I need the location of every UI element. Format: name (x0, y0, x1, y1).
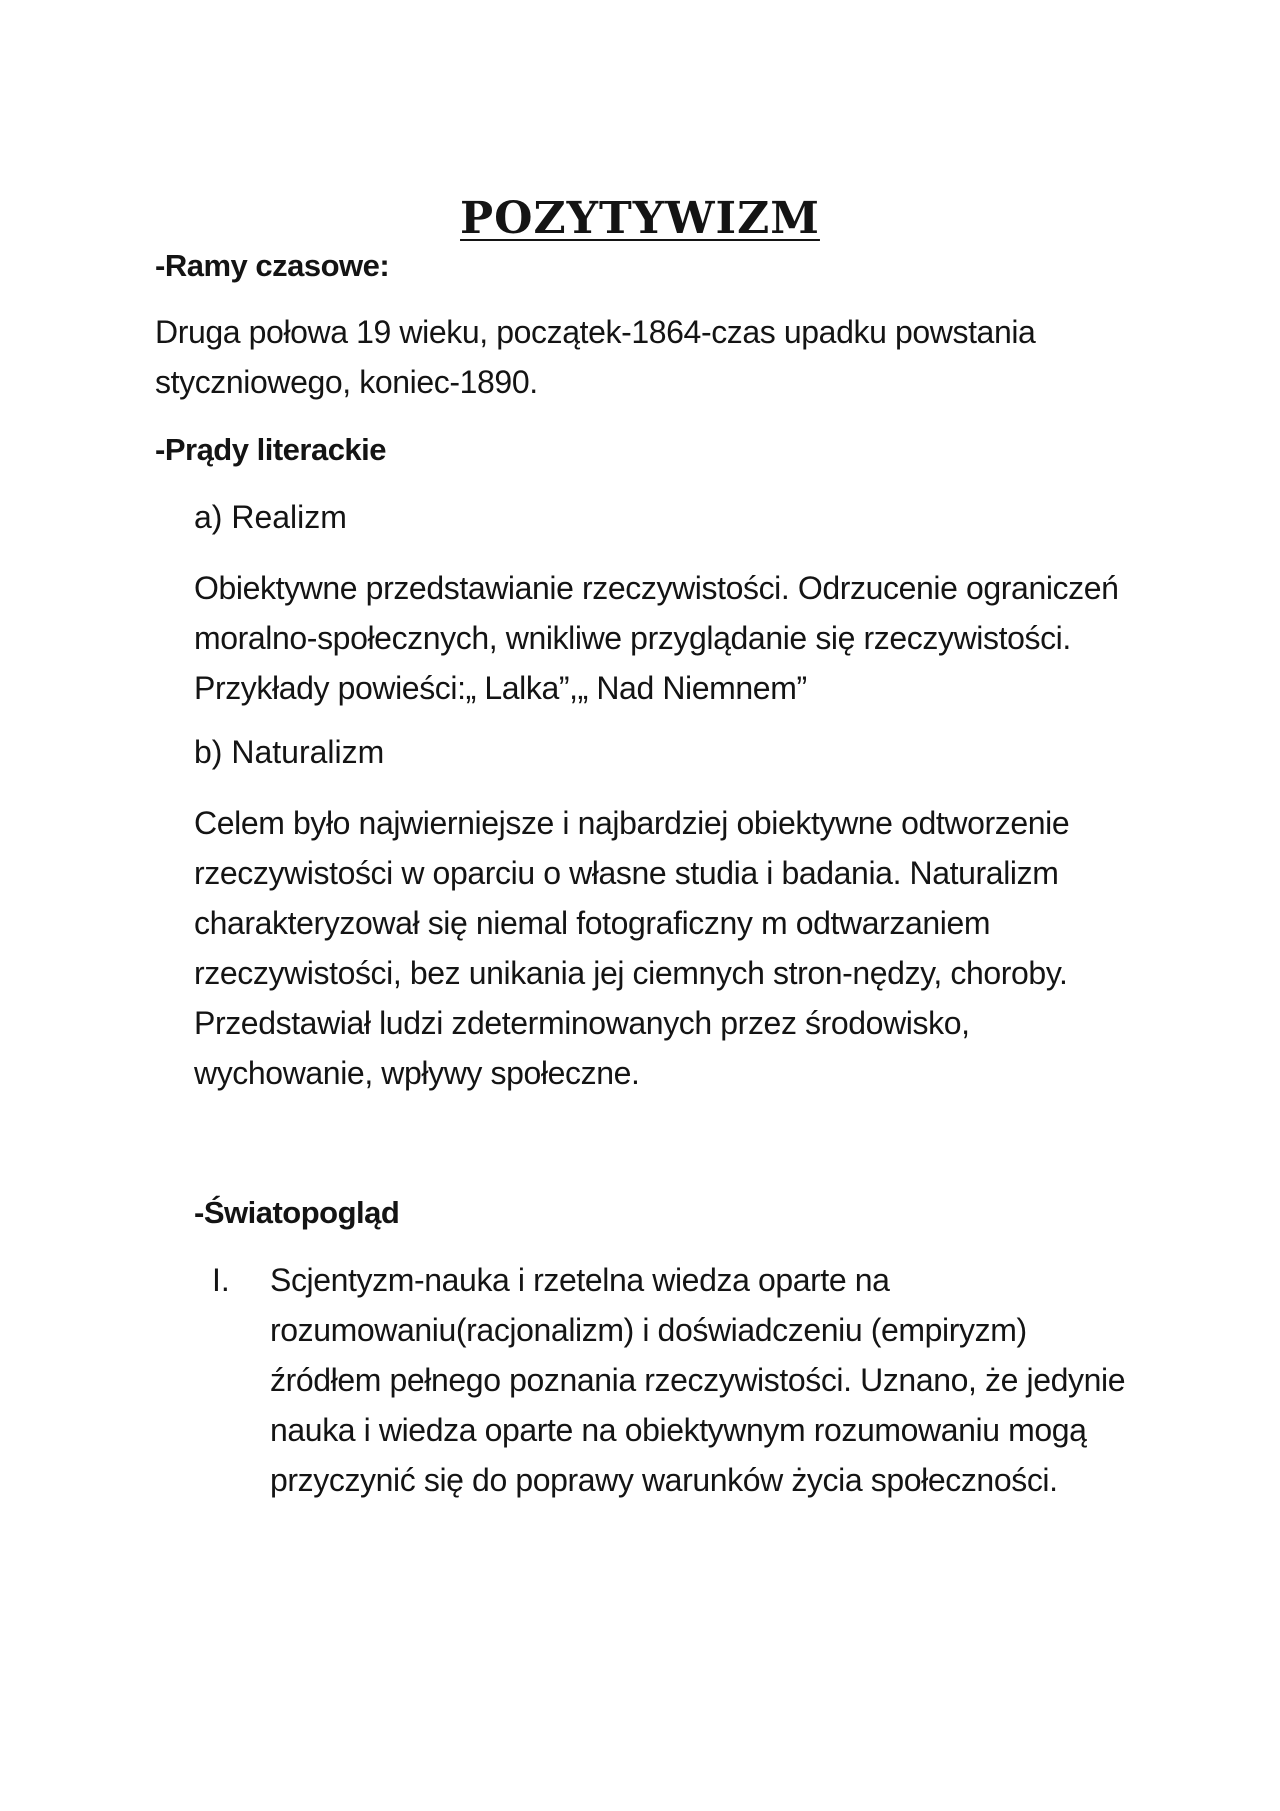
section-heading-swiatopoglad: -Światopogląd (194, 1195, 400, 1230)
subsection-text-realizm: Obiektywne przedstawianie rzeczywistości. Odrzucenie ograniczeń moralno-społecznych, wnikliwe przyglądanie się rzeczywistości. Przykłady powieści:„ Lalka”,„ Nad Niemnem” (194, 570, 1119, 706)
page-title-text: POZYTYWIZM (460, 193, 820, 245)
section-heading-ramy: -Ramy czasowe: (155, 248, 390, 283)
page-title (0, 189, 1280, 249)
subsection-text-naturalizm: Celem było najwierniejsze i najbardziej obiektywne odtworzenie rzeczywistości w oparciu o własne studia i badania. Naturalizm charakteryzował się niemal fotograficzny m odtwarzaniem rzeczywistości, bez unikania jej ciemnych stron-nędzy, choroby. Przedstawiał ludzi zdeterminowanych przez środowisko, wychowanie, wpływy społeczne. (194, 805, 1070, 1091)
subsection-label-realizm: a) Realizm (194, 499, 347, 535)
list-item-scjentyzm: Scjentyzm-nauka i rzetelna wiedza oparte na rozumowaniu(racjonalizm) i doświadczeniu (empiryzm) źródłem pełnego poznania rzeczywistości. Uznano, że jedynie nauka i wiedza oparte na obiektywnym rozumowaniu mogą przyczynić się do poprawy warunków życia społeczności. (270, 1262, 1126, 1498)
subsection-label-naturalizm: b) Naturalizm (194, 734, 385, 770)
list-marker-roman-1: I. (212, 1262, 230, 1298)
section-text-ramy: Druga połowa 19 wieku, początek-1864-czas upadku powstania styczniowego, koniec-1890. (155, 314, 1036, 400)
section-heading-prady: -Prądy literackie (155, 432, 387, 467)
